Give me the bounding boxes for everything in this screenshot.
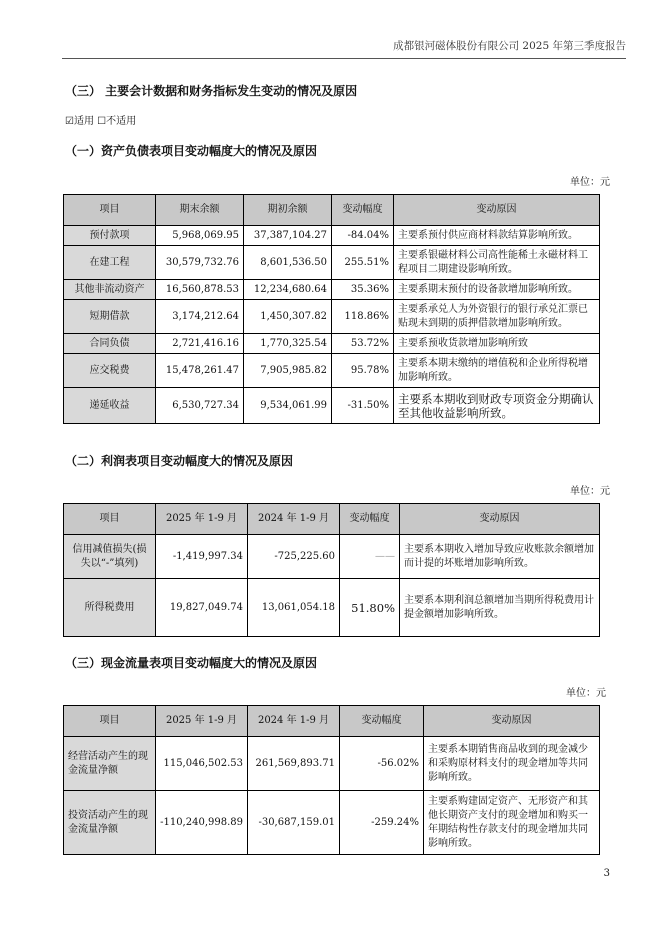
cash-table [63, 705, 600, 855]
table-row [64, 579, 600, 637]
reason-cell: 主要系本期销售商品收到的现金减少和采购原材料支付的现金增加等共同影响所致。 [424, 737, 600, 791]
column-header: 项目 [64, 195, 156, 226]
column-header: 项目 [64, 706, 156, 737]
table-row [64, 388, 600, 424]
reason-cell: 主要系期末预付的设备款增加影响所致。 [394, 280, 600, 300]
balance-table [63, 194, 600, 424]
table-header-row [64, 195, 600, 226]
item-cell: 短期借款 [64, 300, 156, 334]
item-cell: 经营活动产生的现金流量净额 [64, 737, 156, 791]
change-cell: -84.04% [332, 226, 394, 246]
change-cell: -259.24% [340, 791, 424, 855]
column-header: 2025 年 1-9 月 [156, 504, 248, 535]
reason-cell: 主要系本期末缴纳的增值税和企业所得税增加影响所致。 [394, 354, 600, 388]
item-cell: 递延收益 [64, 388, 156, 424]
column-header: 变动原因 [400, 504, 600, 535]
income-unit: 单位：元 [570, 486, 610, 497]
column-header: 变动幅度 [340, 504, 400, 535]
item-cell: 预付款项 [64, 226, 156, 246]
table-row [64, 280, 600, 300]
column-header: 2024 年 1-9 月 [248, 504, 340, 535]
table-header-row [64, 504, 600, 535]
reason-cell: 主要系购建固定资产、无形资产和其他长期资产支付的现金增加和购买一年期结构性存款支付的现金增加共同影响所致。 [424, 791, 600, 855]
item-cell: 信用减值损失(损失以“-”填列) [64, 535, 156, 579]
cash-unit: 单位：元 [566, 688, 606, 699]
header-divider [62, 58, 626, 59]
prior-period-cell: -725,225.60 [248, 535, 340, 579]
table-row [64, 300, 600, 334]
begin-balance-cell: 8,601,536.50 [244, 246, 332, 280]
table-row [64, 535, 600, 579]
reason-cell: 主要系本期收到财政专项资金分期确认至其他收益影响所致。 [394, 388, 600, 424]
applicable-checkbox-line: ☑适用 ☐不适用 [65, 116, 137, 127]
table-header-row [64, 706, 600, 737]
cash-section-title: （三）现金流量表项目变动幅度大的情况及原因 [65, 656, 318, 670]
prior-period-cell: 13,061,054.18 [248, 579, 340, 637]
table-row [64, 354, 600, 388]
table-row [64, 246, 600, 280]
prior-period-cell: 261,569,893.71 [248, 737, 340, 791]
column-header: 项目 [64, 504, 156, 535]
current-period-cell: -1,419,997.34 [156, 535, 248, 579]
current-period-cell: -110,240,998.89 [156, 791, 248, 855]
income-table [63, 503, 600, 637]
change-cell: 118.86% [332, 300, 394, 334]
page-number: 3 [603, 868, 610, 879]
income-section-title: （二）利润表项目变动幅度大的情况及原因 [65, 454, 294, 468]
end-balance-cell: 15,478,261.47 [156, 354, 244, 388]
reason-cell: 主要系本期收入增加导致应收账款余额增加而计提的坏账增加影响所致。 [400, 535, 600, 579]
item-cell: 应交税费 [64, 354, 156, 388]
reason-cell: 主要系预付供应商材料款结算影响所致。 [394, 226, 600, 246]
item-cell: 投资活动产生的现金流量净额 [64, 791, 156, 855]
item-cell: 合同负债 [64, 334, 156, 354]
column-header: 变动幅度 [332, 195, 394, 226]
end-balance-cell: 6,530,727.34 [156, 388, 244, 424]
change-cell: 51.80% [340, 579, 400, 637]
change-cell: -56.02% [340, 737, 424, 791]
begin-balance-cell: 37,387,104.27 [244, 226, 332, 246]
current-period-cell: 19,827,049.74 [156, 579, 248, 637]
reason-cell: 主要系本期利润总额增加当期所得税费用计提金额增加影响所致。 [400, 579, 600, 637]
item-cell: 所得税费用 [64, 579, 156, 637]
begin-balance-cell: 1,450,307.82 [244, 300, 332, 334]
column-header: 变动原因 [394, 195, 600, 226]
change-cell: 53.72% [332, 334, 394, 354]
end-balance-cell: 3,174,212.64 [156, 300, 244, 334]
column-header: 变动原因 [424, 706, 600, 737]
change-cell: 35.36% [332, 280, 394, 300]
section-title: （三） 主要会计数据和财务指标发生变动的情况及原因 [65, 84, 358, 98]
begin-balance-cell: 12,234,680.64 [244, 280, 332, 300]
end-balance-cell: 2,721,416.16 [156, 334, 244, 354]
table-row [64, 791, 600, 855]
reason-cell: 主要系预收货款增加影响所致 [394, 334, 600, 354]
reason-cell: 主要系承兑人为外资银行的银行承兑汇票已贴现未到期的质押借款增加影响所致。 [394, 300, 600, 334]
begin-balance-cell: 7,905,985.82 [244, 354, 332, 388]
table-row [64, 334, 600, 354]
balance-unit: 单位：元 [570, 177, 610, 188]
table-row [64, 226, 600, 246]
column-header: 期末余额 [156, 195, 244, 226]
column-header: 变动幅度 [340, 706, 424, 737]
current-period-cell: 115,046,502.53 [156, 737, 248, 791]
change-cell: 255.51% [332, 246, 394, 280]
column-header: 2025 年 1-9 月 [156, 706, 248, 737]
item-cell: 其他非流动资产 [64, 280, 156, 300]
column-header: 2024 年 1-9 月 [248, 706, 340, 737]
reason-cell: 主要系银磁材料公司高性能稀土永磁材料工程项目二期建设影响所致。 [394, 246, 600, 280]
begin-balance-cell: 1,770,325.54 [244, 334, 332, 354]
item-cell: 在建工程 [64, 246, 156, 280]
change-cell: —— [340, 535, 400, 579]
change-cell: -31.50% [332, 388, 394, 424]
begin-balance-cell: 9,534,061.99 [244, 388, 332, 424]
table-row [64, 737, 600, 791]
end-balance-cell: 16,560,878.53 [156, 280, 244, 300]
end-balance-cell: 5,968,069.95 [156, 226, 244, 246]
balance-section-title: （一）资产负债表项目变动幅度大的情况及原因 [65, 144, 318, 158]
change-cell: 95.78% [332, 354, 394, 388]
column-header: 期初余额 [244, 195, 332, 226]
end-balance-cell: 30,579,732.76 [156, 246, 244, 280]
report-header: 成都银河磁体股份有限公司 2025 年第三季度报告 [393, 40, 626, 52]
prior-period-cell: -30,687,159.01 [248, 791, 340, 855]
